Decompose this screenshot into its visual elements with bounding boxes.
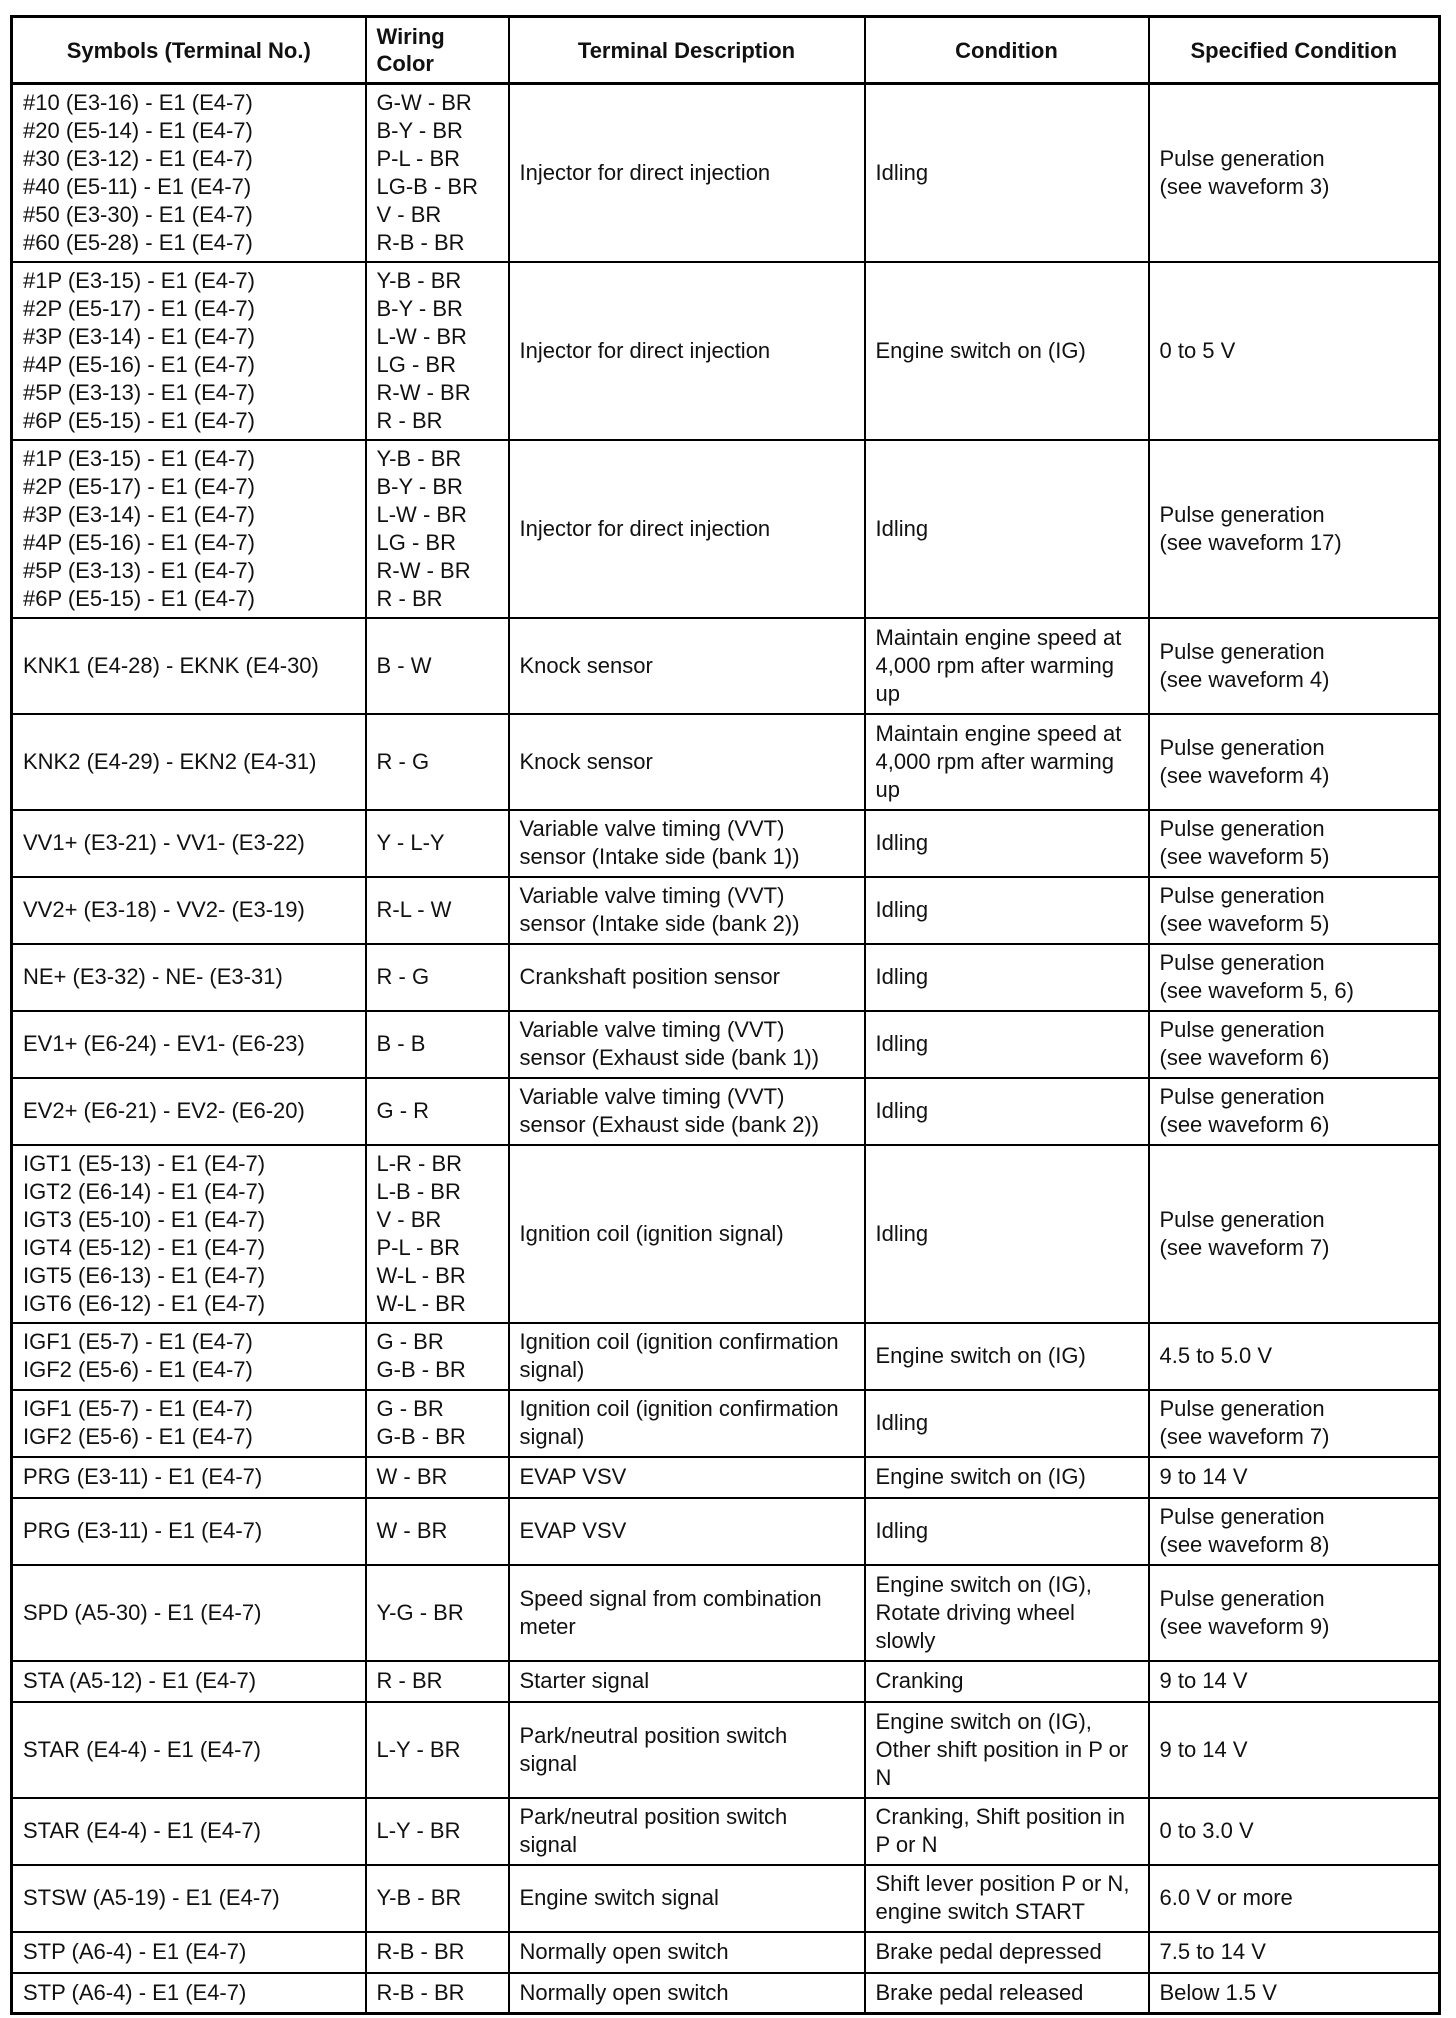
cell-wiring-color: R-L - W (366, 877, 509, 944)
cell-symbols: STAR (E4-4) - E1 (E4-7) (12, 1798, 366, 1865)
cell-symbols: STA (A5-12) - E1 (E4-7) (12, 1661, 366, 1702)
cell-symbols: PRG (E3-11) - E1 (E4-7) (12, 1498, 366, 1565)
cell-terminal-description: Ignition coil (ignition confirmation signal) (509, 1323, 865, 1390)
table-row (12, 1702, 1440, 1798)
cell-symbols: IGF1 (E5-7) - E1 (E4-7) IGF2 (E5-6) - E1 (E4-7) (12, 1390, 366, 1457)
cell-symbols: STAR (E4-4) - E1 (E4-7) (12, 1702, 366, 1798)
cell-terminal-description: Crankshaft position sensor (509, 944, 865, 1011)
cell-condition: Brake pedal depressed (865, 1932, 1149, 1973)
cell-specified-condition: Pulse generation (see waveform 6) (1149, 1011, 1440, 1078)
table-row (12, 262, 1440, 440)
table-row (12, 1798, 1440, 1865)
cell-condition: Engine switch on (IG) (865, 1323, 1149, 1390)
cell-specified-condition: Pulse generation (see waveform 4) (1149, 618, 1440, 714)
table-row (12, 1390, 1440, 1457)
cell-specified-condition: 9 to 14 V (1149, 1702, 1440, 1798)
cell-symbols: VV1+ (E3-21) - VV1- (E3-22) (12, 810, 366, 877)
table-row (12, 1661, 1440, 1702)
cell-condition: Cranking, Shift position in P or N (865, 1798, 1149, 1865)
cell-specified-condition: 9 to 14 V (1149, 1457, 1440, 1498)
table-row (12, 1498, 1440, 1565)
cell-wiring-color: G - BR G-B - BR (366, 1390, 509, 1457)
cell-wiring-color: R-B - BR (366, 1932, 509, 1973)
cell-condition: Idling (865, 877, 1149, 944)
cell-specified-condition: 4.5 to 5.0 V (1149, 1323, 1440, 1390)
table-row (12, 1078, 1440, 1145)
cell-specified-condition: Pulse generation (see waveform 9) (1149, 1565, 1440, 1661)
cell-condition: Engine switch on (IG) (865, 262, 1149, 440)
cell-wiring-color: G - BR G-B - BR (366, 1323, 509, 1390)
cell-specified-condition: Pulse generation (see waveform 7) (1149, 1390, 1440, 1457)
cell-condition: Idling (865, 84, 1149, 262)
cell-symbols: IGF1 (E5-7) - E1 (E4-7) IGF2 (E5-6) - E1 (E4-7) (12, 1323, 366, 1390)
cell-wiring-color: W - BR (366, 1498, 509, 1565)
cell-terminal-description: Variable valve timing (VVT) sensor (Exhaust side (bank 1)) (509, 1011, 865, 1078)
table-header (12, 17, 1440, 84)
cell-terminal-description: Variable valve timing (VVT) sensor (Intake side (bank 1)) (509, 810, 865, 877)
cell-condition: Shift lever position P or N, engine switch START (865, 1865, 1149, 1932)
cell-specified-condition: Pulse generation (see waveform 4) (1149, 714, 1440, 810)
cell-specified-condition: Pulse generation (see waveform 3) (1149, 84, 1440, 262)
cell-wiring-color: Y-B - BR (366, 1865, 509, 1932)
cell-symbols: EV2+ (E6-21) - EV2- (E6-20) (12, 1078, 366, 1145)
cell-wiring-color: G - R (366, 1078, 509, 1145)
cell-symbols: PRG (E3-11) - E1 (E4-7) (12, 1457, 366, 1498)
cell-terminal-description: Knock sensor (509, 714, 865, 810)
cell-specified-condition: 9 to 14 V (1149, 1661, 1440, 1702)
cell-terminal-description: Speed signal from combination meter (509, 1565, 865, 1661)
header-row (12, 17, 1440, 84)
table-row (12, 618, 1440, 714)
cell-condition: Engine switch on (IG) (865, 1457, 1149, 1498)
cell-symbols: #10 (E3-16) - E1 (E4-7) #20 (E5-14) - E1 (E4-7) #30 (E3-12) - E1 (E4-7) #40 (E5-11) - E1 (E4-7) #50 (E3-30) - E1 (E4-7) #60 (E5-28) - E1 (E4-7) (12, 84, 366, 262)
cell-wiring-color: B - W (366, 618, 509, 714)
cell-wiring-color: B - B (366, 1011, 509, 1078)
cell-terminal-description: Ignition coil (ignition signal) (509, 1145, 865, 1323)
cell-wiring-color: G-W - BR B-Y - BR P-L - BR LG-B - BR V - BR R-B - BR (366, 84, 509, 262)
cell-condition: Idling (865, 1498, 1149, 1565)
cell-terminal-description: Park/neutral position switch signal (509, 1702, 865, 1798)
table-row (12, 1323, 1440, 1390)
table-row (12, 1011, 1440, 1078)
cell-wiring-color: R - BR (366, 1661, 509, 1702)
cell-terminal-description: Variable valve timing (VVT) sensor (Intake side (bank 2)) (509, 877, 865, 944)
table-row (12, 1865, 1440, 1932)
cell-wiring-color: L-Y - BR (366, 1702, 509, 1798)
cell-wiring-color: R - G (366, 944, 509, 1011)
cell-terminal-description: EVAP VSV (509, 1457, 865, 1498)
cell-specified-condition: Pulse generation (see waveform 5) (1149, 877, 1440, 944)
cell-symbols: #1P (E3-15) - E1 (E4-7) #2P (E5-17) - E1 (E4-7) #3P (E3-14) - E1 (E4-7) #4P (E5-16) - E1 (E4-7) #5P (E3-13) - E1 (E4-7) #6P (E5-15) - E1 (E4-7) (12, 440, 366, 618)
cell-symbols: VV2+ (E3-18) - VV2- (E3-19) (12, 877, 366, 944)
table-row (12, 84, 1440, 262)
cell-terminal-description: Variable valve timing (VVT) sensor (Exhaust side (bank 2)) (509, 1078, 865, 1145)
cell-specified-condition: Pulse generation (see waveform 8) (1149, 1498, 1440, 1565)
table-row (12, 1145, 1440, 1323)
cell-specified-condition: 0 to 5 V (1149, 262, 1440, 440)
header-wiring-color: Wiring Color (366, 17, 509, 84)
cell-wiring-color: L-Y - BR (366, 1798, 509, 1865)
cell-terminal-description: Park/neutral position switch signal (509, 1798, 865, 1865)
terminal-spec-table (10, 15, 1441, 2015)
table-row (12, 1457, 1440, 1498)
table-row (12, 877, 1440, 944)
table-row (12, 1565, 1440, 1661)
header-specified-condition: Specified Condition (1149, 17, 1440, 84)
cell-specified-condition: 0 to 3.0 V (1149, 1798, 1440, 1865)
cell-symbols: NE+ (E3-32) - NE- (E3-31) (12, 944, 366, 1011)
table-body (12, 84, 1440, 2014)
header-terminal-description: Terminal Description (509, 17, 865, 84)
cell-specified-condition: Pulse generation (see waveform 6) (1149, 1078, 1440, 1145)
cell-condition: Idling (865, 1011, 1149, 1078)
cell-terminal-description: Engine switch signal (509, 1865, 865, 1932)
cell-symbols: STP (A6-4) - E1 (E4-7) (12, 1932, 366, 1973)
table-row (12, 944, 1440, 1011)
cell-wiring-color: Y-G - BR (366, 1565, 509, 1661)
cell-condition: Idling (865, 944, 1149, 1011)
cell-symbols: IGT1 (E5-13) - E1 (E4-7) IGT2 (E6-14) - E1 (E4-7) IGT3 (E5-10) - E1 (E4-7) IGT4 (E5-12) - E1 (E4-7) IGT5 (E6-13) - E1 (E4-7) IGT6 (E6-12) - E1 (E4-7) (12, 1145, 366, 1323)
cell-specified-condition: Pulse generation (see waveform 17) (1149, 440, 1440, 618)
cell-specified-condition: 7.5 to 14 V (1149, 1932, 1440, 1973)
cell-terminal-description: Ignition coil (ignition confirmation signal) (509, 1390, 865, 1457)
cell-condition: Maintain engine speed at 4,000 rpm after warming up (865, 618, 1149, 714)
cell-terminal-description: Injector for direct injection (509, 440, 865, 618)
table-row (12, 810, 1440, 877)
cell-condition: Idling (865, 1145, 1149, 1323)
cell-symbols: STP (A6-4) - E1 (E4-7) (12, 1973, 366, 2014)
table-row (12, 1973, 1440, 2014)
cell-terminal-description: Knock sensor (509, 618, 865, 714)
cell-terminal-description: Starter signal (509, 1661, 865, 1702)
cell-specified-condition: 6.0 V or more (1149, 1865, 1440, 1932)
cell-symbols: STSW (A5-19) - E1 (E4-7) (12, 1865, 366, 1932)
cell-terminal-description: Injector for direct injection (509, 262, 865, 440)
header-symbols: Symbols (Terminal No.) (12, 17, 366, 84)
cell-condition: Idling (865, 810, 1149, 877)
cell-symbols: KNK2 (E4-29) - EKN2 (E4-31) (12, 714, 366, 810)
cell-symbols: EV1+ (E6-24) - EV1- (E6-23) (12, 1011, 366, 1078)
cell-condition: Idling (865, 1390, 1149, 1457)
cell-specified-condition: Below 1.5 V (1149, 1973, 1440, 2014)
cell-symbols: KNK1 (E4-28) - EKNK (E4-30) (12, 618, 366, 714)
cell-condition: Engine switch on (IG), Rotate driving wheel slowly (865, 1565, 1149, 1661)
cell-wiring-color: R-B - BR (366, 1973, 509, 2014)
cell-condition: Brake pedal released (865, 1973, 1149, 2014)
cell-condition: Cranking (865, 1661, 1149, 1702)
cell-symbols: SPD (A5-30) - E1 (E4-7) (12, 1565, 366, 1661)
cell-terminal-description: Normally open switch (509, 1973, 865, 2014)
cell-terminal-description: Normally open switch (509, 1932, 865, 1973)
cell-wiring-color: Y-B - BR B-Y - BR L-W - BR LG - BR R-W - BR R - BR (366, 262, 509, 440)
cell-condition: Idling (865, 440, 1149, 618)
table-row (12, 1932, 1440, 1973)
cell-wiring-color: Y - L-Y (366, 810, 509, 877)
cell-specified-condition: Pulse generation (see waveform 5, 6) (1149, 944, 1440, 1011)
header-condition: Condition (865, 17, 1149, 84)
cell-condition: Maintain engine speed at 4,000 rpm after warming up (865, 714, 1149, 810)
cell-wiring-color: Y-B - BR B-Y - BR L-W - BR LG - BR R-W - BR R - BR (366, 440, 509, 618)
cell-terminal-description: Injector for direct injection (509, 84, 865, 262)
table-row (12, 440, 1440, 618)
table-row (12, 714, 1440, 810)
cell-wiring-color: W - BR (366, 1457, 509, 1498)
cell-specified-condition: Pulse generation (see waveform 7) (1149, 1145, 1440, 1323)
cell-terminal-description: EVAP VSV (509, 1498, 865, 1565)
cell-wiring-color: R - G (366, 714, 509, 810)
cell-condition: Engine switch on (IG), Other shift position in P or N (865, 1702, 1149, 1798)
cell-symbols: #1P (E3-15) - E1 (E4-7) #2P (E5-17) - E1 (E4-7) #3P (E3-14) - E1 (E4-7) #4P (E5-16) - E1 (E4-7) #5P (E3-13) - E1 (E4-7) #6P (E5-15) - E1 (E4-7) (12, 262, 366, 440)
cell-condition: Idling (865, 1078, 1149, 1145)
cell-specified-condition: Pulse generation (see waveform 5) (1149, 810, 1440, 877)
cell-wiring-color: L-R - BR L-B - BR V - BR P-L - BR W-L - BR W-L - BR (366, 1145, 509, 1323)
